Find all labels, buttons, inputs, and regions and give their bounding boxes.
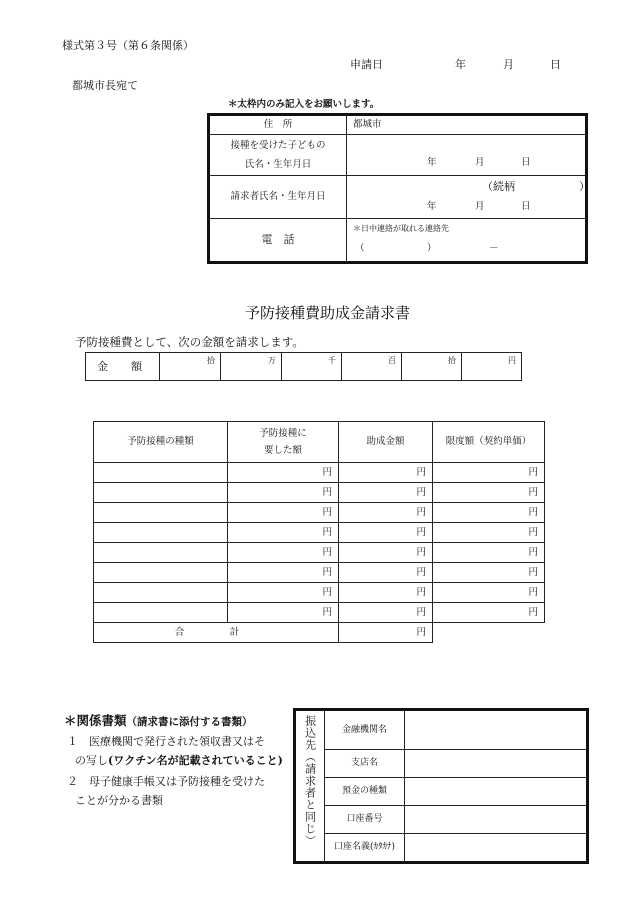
amount-digit[interactable]: 百 (342, 353, 402, 381)
required-amount-cell[interactable]: 円 (228, 603, 339, 623)
document-item-2-cont: ことが分かる書類 (75, 794, 163, 807)
addressee: 都城市長宛て (72, 79, 138, 92)
required-amount-cell[interactable]: 円 (228, 563, 339, 583)
phone-label: 電 話 (209, 219, 347, 263)
phone-field[interactable]: ＊日中連絡が取れる連絡先 （ ） － (347, 219, 587, 263)
table-row (94, 523, 545, 543)
account-holder-field[interactable] (405, 834, 588, 863)
bank-name-field[interactable] (405, 710, 588, 750)
form-number: 様式第３号（第６条関係） (62, 39, 194, 52)
account-number-field[interactable] (405, 806, 588, 834)
subsidy-amount-cell[interactable]: 円 (339, 603, 433, 623)
document-item-1-cont: の写し(ワクチン名が記載されていること) (75, 754, 283, 767)
limit-amount-cell[interactable]: 円 (433, 603, 545, 623)
deposit-type-label: 預金の種類 (325, 778, 405, 806)
branch-field[interactable] (405, 750, 588, 778)
vaccine-type-cell[interactable] (94, 583, 228, 603)
page-title: 予防接種費助成金請求書 (245, 304, 411, 322)
address-label: 住 所 (209, 115, 347, 135)
branch-label: 支店名 (325, 750, 405, 778)
request-sentence: 予防接種費として、次の金額を請求します。 (75, 335, 304, 349)
applicant-box (207, 113, 588, 264)
account-holder-label: 口座名義(ｶﾀｶﾅ) (325, 834, 405, 863)
transfer-destination-label: 振込先（請求者と同じ） (295, 710, 325, 863)
limit-amount-cell[interactable]: 円 (433, 463, 545, 483)
limit-amount-cell[interactable]: 円 (433, 483, 545, 503)
application-date-day: 日 (550, 58, 561, 71)
account-number-label: 口座番号 (325, 806, 405, 834)
vaccine-type-cell[interactable] (94, 503, 228, 523)
limit-amount-cell[interactable]: 円 (433, 523, 545, 543)
claimant-name-birth-field[interactable]: （続柄 ） 年 月 日 (347, 176, 587, 219)
document-item-2: ２ 母子健康手帳又は予防接種を受けた (67, 775, 265, 788)
amount-digit[interactable]: 万 (221, 353, 282, 381)
bank-name-label: 金融機関名 (325, 710, 405, 750)
total-amount-cell[interactable]: 円 (339, 623, 433, 643)
amount-digit[interactable]: 円 (462, 353, 522, 381)
amount-digit[interactable]: 拾 (402, 353, 462, 381)
header-limit-amount: 限度額（契約単価） (433, 422, 545, 463)
required-amount-cell[interactable]: 円 (228, 583, 339, 603)
amount-table (85, 352, 522, 381)
amount-digit[interactable]: 千 (282, 353, 342, 381)
amount-digit[interactable]: 拾 (160, 353, 221, 381)
subsidy-amount-cell[interactable]: 円 (339, 523, 433, 543)
limit-amount-cell[interactable]: 円 (433, 583, 545, 603)
table-row (94, 463, 545, 483)
child-name-birth-field[interactable]: 年 月 日 (347, 135, 587, 176)
required-amount-cell[interactable]: 円 (228, 523, 339, 543)
vaccine-type-cell[interactable] (94, 563, 228, 583)
total-row (94, 623, 545, 643)
limit-amount-cell[interactable]: 円 (433, 503, 545, 523)
table-row (94, 503, 545, 523)
limit-amount-cell[interactable]: 円 (433, 563, 545, 583)
vaccine-type-cell[interactable] (94, 483, 228, 503)
table-row (94, 583, 545, 603)
subsidy-amount-cell[interactable]: 円 (339, 503, 433, 523)
subsidy-amount-cell[interactable]: 円 (339, 483, 433, 503)
documents-heading: ＊関係書類（請求書に添付する書類） (64, 713, 253, 728)
application-date-label: 申請日 (350, 58, 383, 71)
application-date-year: 年 (455, 58, 466, 71)
deposit-type-field[interactable] (405, 778, 588, 806)
subsidy-amount-cell[interactable]: 円 (339, 463, 433, 483)
required-amount-cell[interactable]: 円 (228, 503, 339, 523)
document-item-1: １ 医療機関で発行された領収書又はそ (67, 735, 265, 748)
instruction-note: ＊太枠内のみ記入をお願いします。 (228, 99, 380, 110)
table-row (94, 543, 545, 563)
required-amount-cell[interactable]: 円 (228, 543, 339, 563)
subsidy-amount-cell[interactable]: 円 (339, 563, 433, 583)
claimant-label: 請求者氏名・生年月日 (209, 176, 347, 219)
table-row (94, 483, 545, 503)
required-amount-cell[interactable]: 円 (228, 463, 339, 483)
table-row (94, 563, 545, 583)
table-row (94, 603, 545, 623)
vaccination-table (93, 421, 545, 643)
limit-amount-cell[interactable]: 円 (433, 543, 545, 563)
header-subsidy-amount: 助成金額 (339, 422, 433, 463)
child-label: 接種を受けた子どもの 氏名・生年月日 (209, 135, 347, 176)
bank-transfer-box (293, 708, 589, 864)
subsidy-amount-cell[interactable]: 円 (339, 543, 433, 563)
vaccine-type-cell[interactable] (94, 463, 228, 483)
header-vaccine-type: 予防接種の種類 (94, 422, 228, 463)
vaccine-type-cell[interactable] (94, 523, 228, 543)
subsidy-amount-cell[interactable]: 円 (339, 583, 433, 603)
total-label: 合 計 (94, 623, 339, 643)
vaccine-type-cell[interactable] (94, 603, 228, 623)
application-date-month: 月 (503, 58, 514, 71)
header-required-amount: 予防接種に 要した額 (228, 422, 339, 463)
vaccine-type-cell[interactable] (94, 543, 228, 563)
address-field[interactable]: 都城市 (347, 115, 587, 135)
required-amount-cell[interactable]: 円 (228, 483, 339, 503)
amount-label: 金 額 (86, 353, 160, 381)
